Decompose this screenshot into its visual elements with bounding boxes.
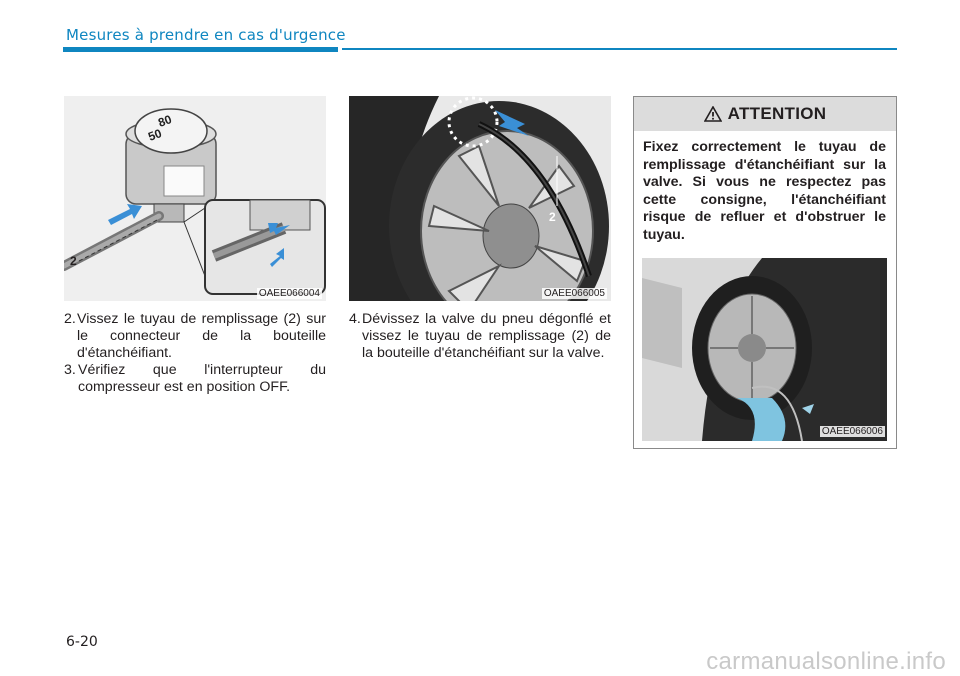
header-rule [342, 48, 897, 50]
figure-code: OAEE066004 [258, 288, 320, 299]
warning-triangle-icon [704, 106, 722, 122]
figure-tire-valve [349, 96, 611, 301]
figure-callout-2: 2 [549, 210, 556, 224]
step-number: 3. [64, 362, 76, 378]
step-item [349, 311, 611, 362]
sealant-bottle-illustration [64, 96, 326, 301]
step-text: Vissez le tuyau de remplissage (2) sur le connecteur de la bouteille d'étanchéifiant. [77, 311, 326, 361]
tire-valve-illustration [349, 96, 611, 301]
attention-text: Fixez correctement le tuyau de remplissage d'étanchéifiant sur la valve. Si vous ne respectez pas cette consigne, l'étanchéifiant risque de refluer et d'obstruer le tuyau. [643, 139, 886, 243]
figure-code: OAEE066006 [821, 426, 883, 437]
header-accent-bar [63, 47, 338, 52]
step-number: 2. [64, 311, 76, 327]
step-item [64, 311, 326, 362]
figure-callout-2: 2 [70, 254, 77, 268]
svg-text:50: 50 [146, 126, 164, 144]
sealant-leak-illustration [642, 258, 887, 441]
step-text: Dévissez la valve du pneu dégonflé et vissez le tuyau de remplissage (2) de la bouteille d'étanchéifiant sur la valve. [362, 311, 611, 361]
figure-code: OAEE066005 [543, 288, 605, 299]
step-text: Vérifiez que l'interrupteur du compresseur est en position OFF. [78, 362, 326, 395]
figure-sealant-leak [642, 258, 887, 441]
attention-header [634, 97, 896, 131]
attention-box [633, 96, 897, 449]
attention-title: ATTENTION [727, 104, 827, 123]
section-title: Mesures à prendre en cas d'urgence [66, 26, 346, 44]
page-number: 6-20 [66, 634, 98, 650]
watermark: carmanualsonline.info [706, 648, 946, 675]
step-item [64, 362, 326, 396]
step-number: 4. [349, 311, 361, 327]
figure-sealant-bottle [64, 96, 326, 301]
svg-text:80: 80 [156, 112, 174, 130]
